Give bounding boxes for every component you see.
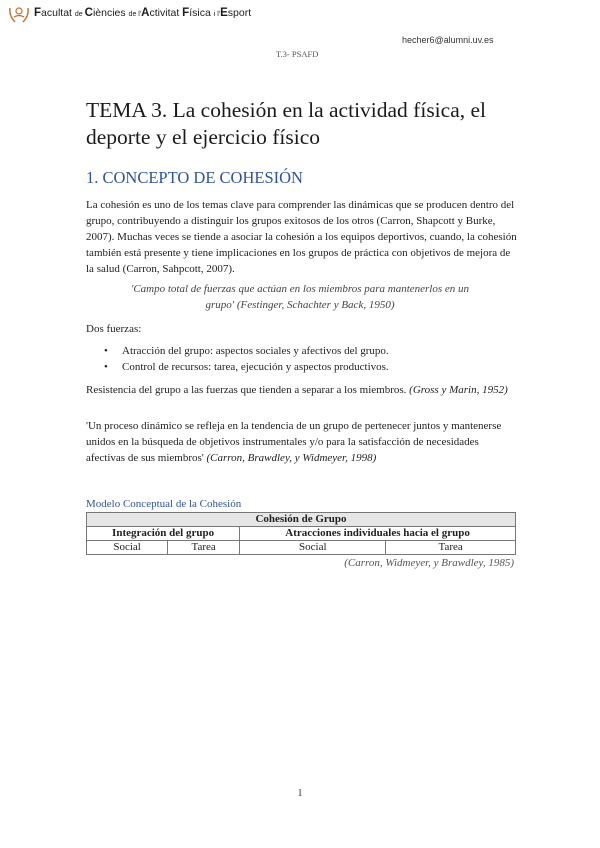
faculty-name-part: i l' bbox=[213, 11, 221, 18]
page-number: 1 bbox=[297, 787, 303, 799]
faculty-name-part: ctivitat bbox=[149, 7, 183, 19]
quote-citation: (Festinger, Schachter y Back, 1950) bbox=[236, 299, 395, 311]
table-row bbox=[87, 513, 516, 527]
table-cell: Tarea bbox=[386, 541, 516, 555]
list-item-text: Control de recursos: tarea, ejecución y aspectos productivos. bbox=[122, 361, 389, 373]
model-caption: Modelo Conceptual de la Cohesión bbox=[86, 498, 242, 510]
table-group-integracion: Integración del grupo bbox=[87, 527, 240, 541]
faculty-logo-icon bbox=[7, 4, 31, 26]
faculty-name-part: E bbox=[220, 7, 228, 19]
paragraph-intro: La cohesión es uno de los temas clave para comprender las dinámicas que se producen dentro del grupo, contribuyendo a distinguir los grupos exitosos de los otros (Carron, Shapcott y Burke, 2007). Muchas veces se tiende a asociar la cohesión a los equipos deportivos, cuando, la cohesión también está presente y tiene implicaciones en los grupos de práctica con objetivos de mejora de la salud (Carron, Sahpcott, 2007). bbox=[86, 199, 517, 275]
faculty-name-part: A bbox=[141, 7, 150, 19]
paragraph-citation: (Carron, Brawdley, y Widmeyer, 1998) bbox=[206, 452, 377, 464]
faculty-name-part: de bbox=[74, 11, 85, 18]
faculty-name-part: de l' bbox=[128, 11, 142, 18]
faculty-name-part: iències bbox=[92, 7, 129, 19]
paragraph-definition bbox=[86, 418, 520, 466]
model-source: (Carron, Widmeyer, y Brawdley, 1985) bbox=[344, 557, 514, 569]
section-heading: 1. CONCEPTO DE COHESIÓN bbox=[86, 168, 303, 187]
cohesion-model-table bbox=[86, 512, 516, 555]
bullet-icon: • bbox=[104, 361, 108, 373]
table-header-cohesion: Cohesión de Grupo bbox=[87, 513, 516, 527]
bullet-icon: • bbox=[104, 345, 108, 357]
paragraph-text: 'Un proceso dinámico se refleja en la tendencia de un grupo de pertenecer juntos y mantenerse unidos en la búsqueda de objetivos instrumentales y/o para la satisfacción de necesidades afectivas de sus miembros' bbox=[86, 420, 502, 464]
faculty-name bbox=[34, 7, 251, 19]
faculty-name-part: F bbox=[34, 7, 42, 19]
table-row bbox=[87, 541, 516, 555]
list-item bbox=[86, 359, 520, 375]
faculty-name-part: sport bbox=[227, 7, 252, 19]
document-title: TEMA 3. La cohesión en la actividad física, el deporte y el ejercicio físico bbox=[86, 98, 487, 149]
faculty-name-part: acultat bbox=[41, 7, 75, 19]
list-item bbox=[86, 343, 520, 359]
table-cell: Social bbox=[240, 541, 386, 555]
paragraph-text: Resistencia del grupo a las fuerzas que tienden a separar a los miembros. bbox=[86, 384, 407, 396]
table-group-atracciones: Atracciones individuales hacia el grupo bbox=[240, 527, 516, 541]
table-cell: Tarea bbox=[168, 541, 240, 555]
paragraph-citation: (Gross y Marin, 1952) bbox=[409, 384, 508, 396]
running-title: T.3- PSAFD bbox=[276, 49, 319, 59]
faculty-name-part: ísica bbox=[189, 7, 214, 19]
faculty-name-part: C bbox=[84, 7, 93, 19]
table-row bbox=[87, 527, 516, 541]
quote-festinger bbox=[120, 281, 480, 313]
faculty-name-part: F bbox=[182, 7, 190, 19]
paragraph-resistencia bbox=[86, 382, 520, 398]
forces-list bbox=[86, 343, 520, 375]
quote-text: 'Campo total de fuerzas que actúan en los miembros para mantenerlos en un grupo' bbox=[130, 283, 470, 311]
list-item-text: Atracción del grupo: aspectos sociales y afectivos del grupo. bbox=[122, 345, 389, 357]
dos-fuerzas-label: Dos fuerzas: bbox=[86, 323, 142, 335]
author-email: hecher6@alumni.uv.es bbox=[402, 35, 494, 45]
table-cell: Social bbox=[87, 541, 168, 555]
